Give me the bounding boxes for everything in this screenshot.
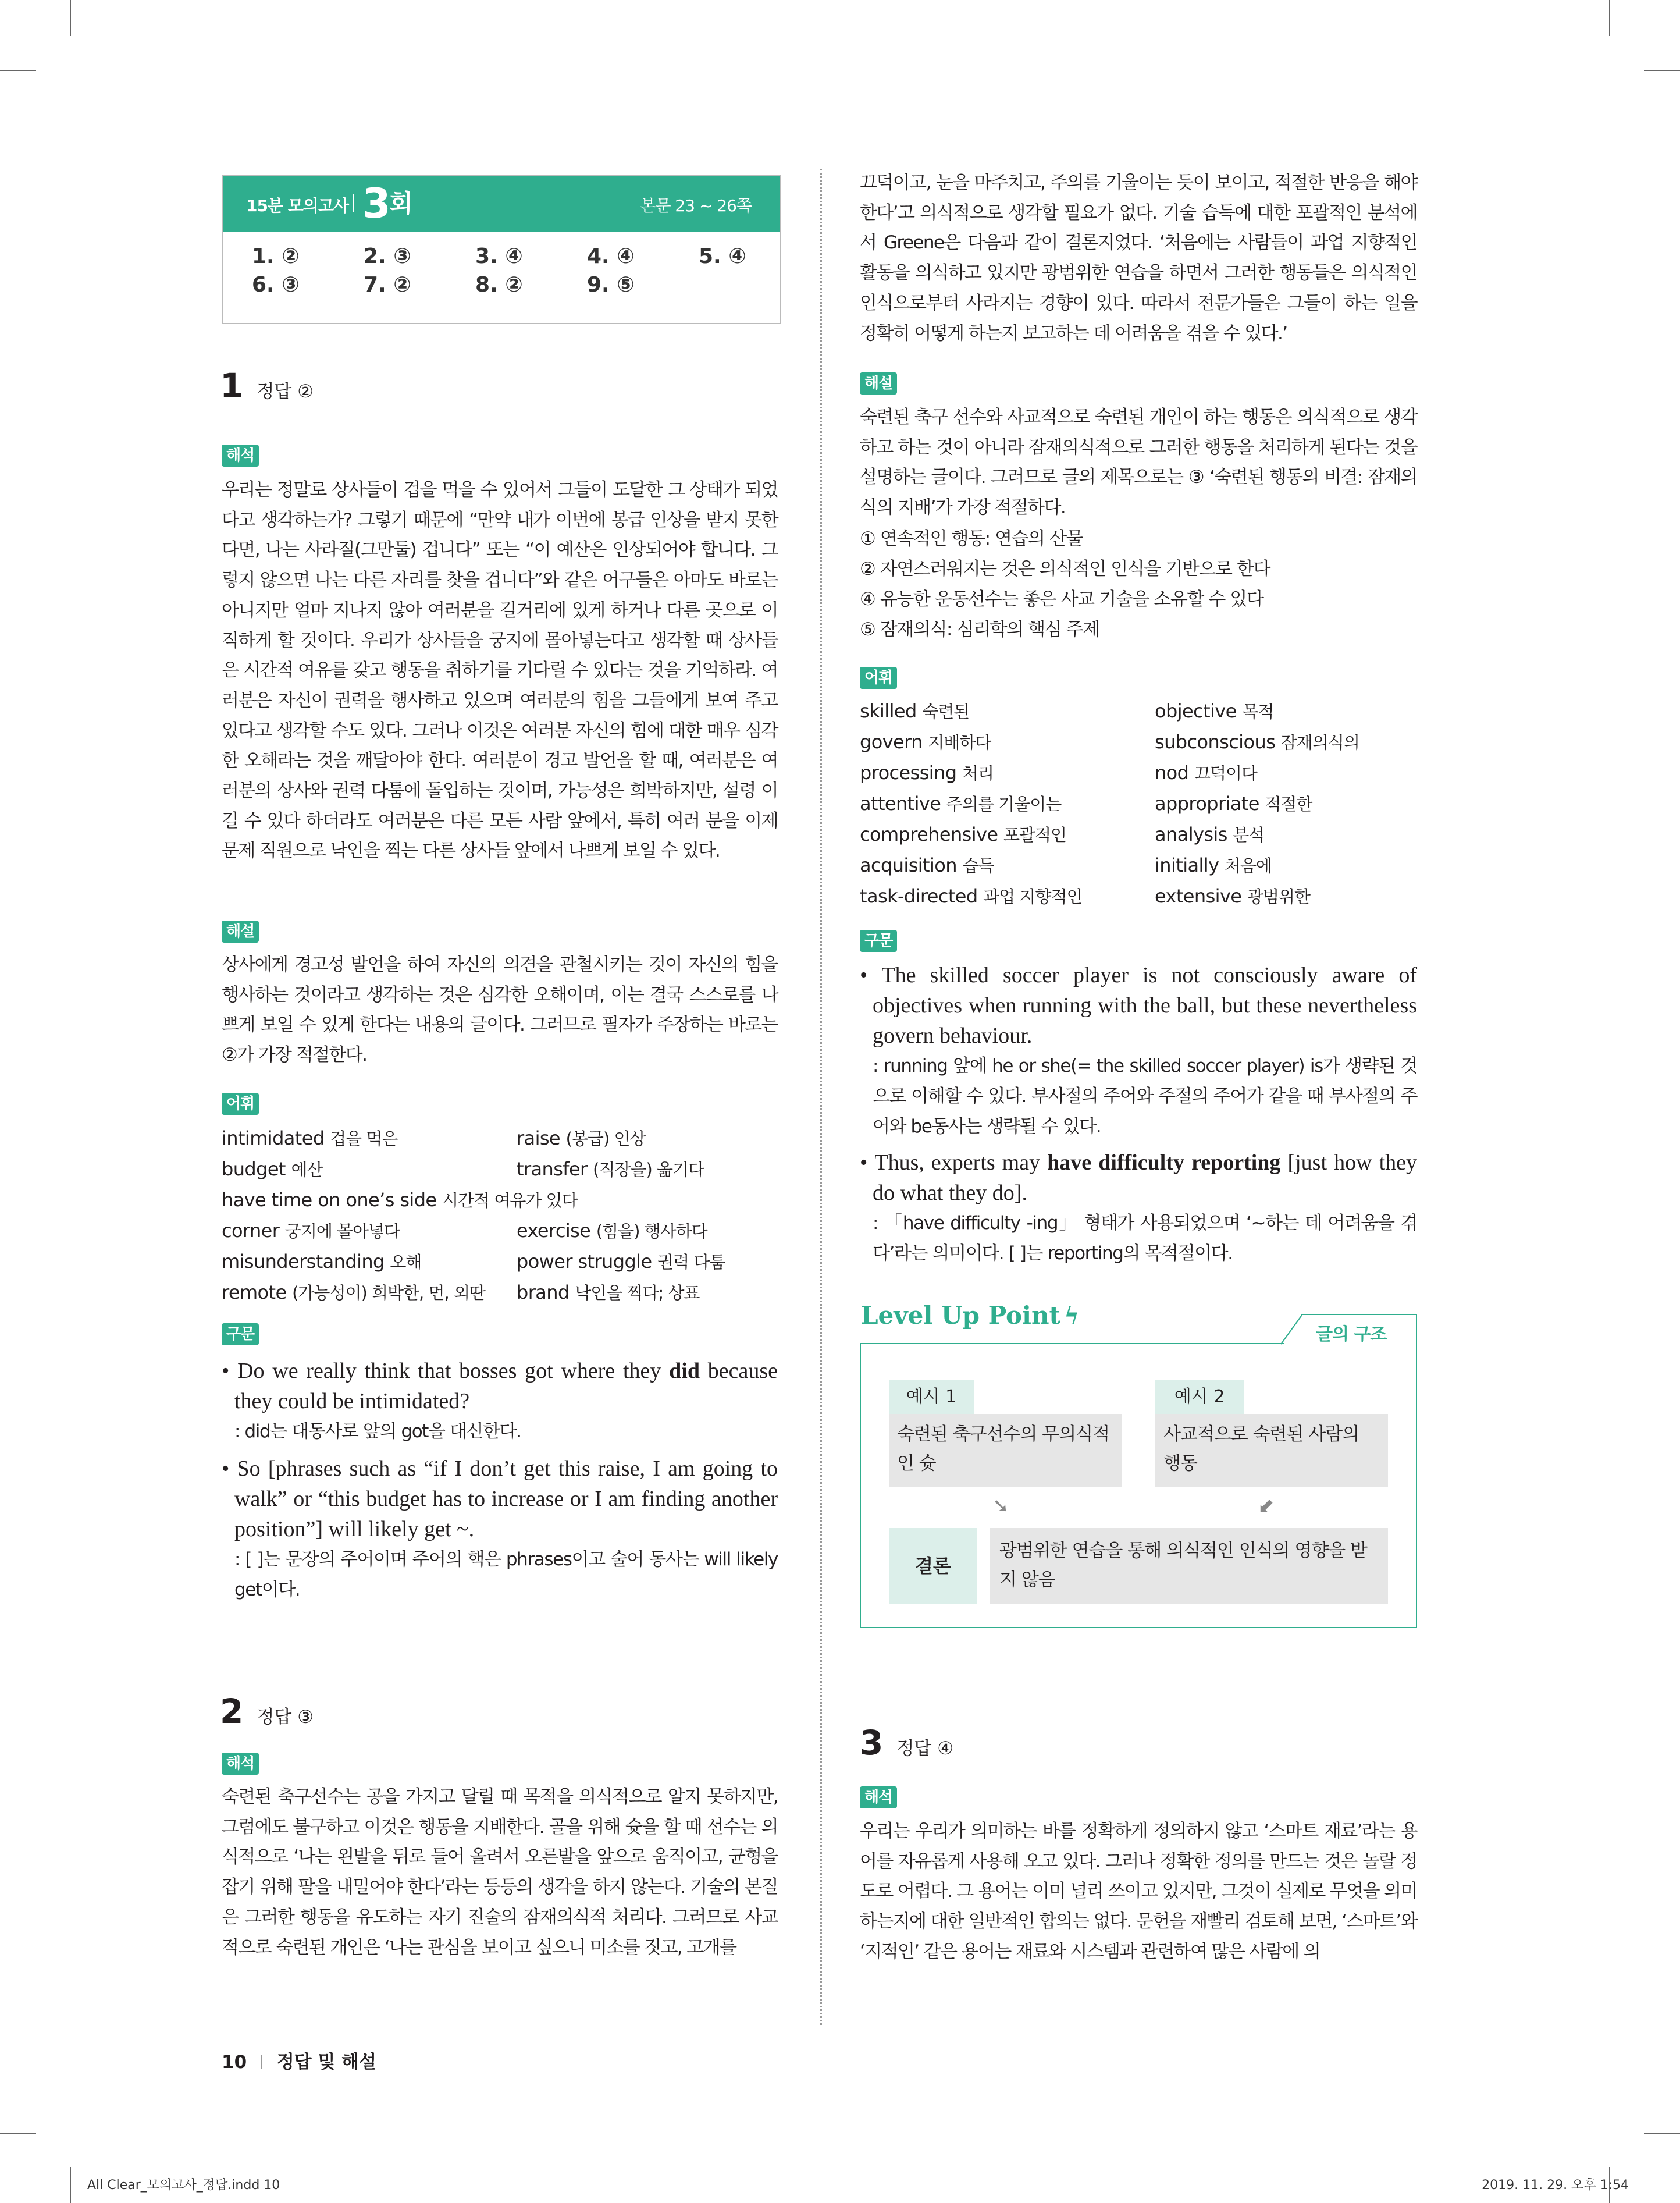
explanation-label: 해설 (860, 372, 897, 395)
q1-explanation: 상사에게 경고성 발언을 하여 자신의 의견을 관철시키는 것이 자신의 힘을 행사하는 것이라고 생각하는 것은 심각한 오해이며, 이는 결국 스스로를 나쁘게 보일 수 있게 한다는 내용의 글이다. 그러므로 필자가 주장하는 바로는 ②가 가장 적절한다. (222, 954, 778, 1066)
translation-label: 해석 (222, 445, 259, 467)
answer-key-box (222, 175, 781, 324)
answer-item: 2. ③ (364, 244, 411, 268)
trim-mark (0, 70, 36, 71)
vocab-item: processing 처리 (860, 762, 994, 784)
option-item: ⑤ 잠재의식: 심리학의 핵심 주제 (860, 619, 1099, 640)
trim-mark (0, 2133, 36, 2134)
page-number: 10 (222, 2052, 247, 2073)
translation-label: 해석 (222, 1753, 259, 1775)
option-item: ② 자연스러워지는 것은 의식적인 인식을 기반으로 한다 (860, 559, 1270, 580)
vocab-item: acquisition 습득 (860, 854, 994, 876)
page-ref: 본문 23 ~ 26쪽 (640, 196, 752, 215)
q1-vocab-list (222, 1123, 780, 1308)
q2-heading (220, 1692, 314, 1731)
syntax-label: 구문 (222, 1323, 259, 1345)
trim-mark (1644, 2133, 1680, 2134)
vocab-item: power struggle 권력 다툼 (517, 1250, 725, 1273)
syntax-sentence: • So [phrases such as “if I don’t get this raise, I am going to walk” or “this budget has to increase or I am finding another position”] will likely get ~. (222, 1456, 778, 1541)
syntax-note: : 「have difficulty -ing」 형태가 사용되었으며 ‘~하는 데 어려움을 겪다’라는 의미이다. [ ]는 reporting의 목적절이다. (873, 1213, 1417, 1264)
conclusion-box: 광범위한 연습을 통해 의식적인 인식의 영향을 받지 않음 (990, 1528, 1388, 1604)
vocab-item: attentive 주의를 기울이는 (860, 793, 1062, 815)
answer-item: 4. ④ (587, 244, 635, 268)
vocab-item: misunderstanding 오해 (222, 1250, 422, 1273)
answer-item: 8. ② (475, 273, 523, 297)
example1-label: 예시 1 (889, 1380, 974, 1414)
levelup-tab-edge (1280, 1314, 1303, 1345)
syntax-note: : did는 대동사로 앞의 got을 대신한다. (234, 1421, 521, 1442)
vocab-item: transfer (직장을) 옮기다 (517, 1158, 704, 1180)
syntax-sentence: • Do we really think that bosses got where they did because they could be intimidated? (222, 1359, 778, 1413)
vocab-item: intimidated 겁을 먹은 (222, 1127, 398, 1149)
answer-label: 정답 ③ (257, 1707, 314, 1728)
option-item: ① 연속적인 행동: 연습의 산물 (860, 528, 1083, 549)
slug-line (87, 2175, 1629, 2193)
q3-heading (860, 1723, 953, 1763)
q2-explanation: 숙련된 축구 선수와 사교적으로 숙련된 개인이 하는 행동은 의식적으로 생각하고 하는 것이 아니라 잠재의식적으로 그러한 행동을 처리하게 된다는 것을 설명하는 글이다. 그러므로 글의 제목으로는 ③ ‘숙련된 행동의 비결: 잠재의식의 지배’가 가장 적절하다. (860, 407, 1417, 518)
answer-item: 7. ② (364, 273, 411, 297)
question-number: 2 (220, 1692, 244, 1731)
q2-vocab-list (860, 696, 1417, 912)
header-divider (353, 194, 354, 212)
explanation-label: 해설 (222, 921, 259, 943)
question-number: 1 (220, 366, 244, 406)
vocab-label: 어휘 (222, 1093, 259, 1115)
answer-key-header (223, 176, 780, 232)
answer-item: 5. ④ (699, 244, 746, 268)
answer-item: 6. ③ (252, 273, 300, 297)
translation-label: 해석 (860, 1786, 897, 1808)
conclusion-label: 결론 (889, 1528, 977, 1604)
vocab-item: remote (가능성이) 희박한, 먼, 외딴 (222, 1281, 485, 1303)
page-footer (222, 2047, 376, 2073)
vocab-item: govern 지배하다 (860, 731, 991, 753)
q1-translation: 우리는 정말로 상사들이 겁을 먹을 수 있어서 그들이 도달한 그 상태가 되었다고 생각하는가? 그렇기 때문에 “만약 내가 이번에 봉급 인상을 받지 못한다면, 나는 사라질(그만둘) 겁니다” 또는 “이 예산은 인상되어야 합니다. 그렇지 않으면 나는 다른 자리를 찾을 겁니다”와 같은 어구들은 아마도 바로는 아니지만 얼마 지나지 않아 여러분을 길거리에 있게 하거나 다른 곳으로 이직하게 할 것이다. 우리가 상사들을 궁지에 몰아넣는다고 생각할 때 상사들은 시간적 여유를 갖고 행동을 취하기를 기다릴 수 있다는 것을 기억하라. 여러분은 자신이 권력을 행사하고 있으며 여러분의 힘을 그들에게 보여 주고 있다고 생각할 수도 있다. 그러나 이것은 여러분 자신의 힘에 대한 매우 심각한 오해라는 것을 깨달아야 한다. 여러분이 경고 발언을 할 때, 여러분은 여러분의 상사와 권력 다툼에 돌입하는 것이며, 가능성은 희박하지만, 설령 이길 수 있다 하더라도 여러분은 다른 모든 사람 앞에서, 특히 여러 분을 이제 문제 직원으로 낙인을 찍는 다른 상사들 앞에서 나쁘게 보일 수 있다. (222, 479, 778, 862)
series-label: 15분 모의고사 (246, 196, 348, 215)
q3-translation: 우리는 우리가 의미하는 바를 정확하게 정의하지 않고 ‘스마트 재료’라는 용어를 자유롭게 사용해 오고 있다. 그러나 정확한 정의를 만드는 것은 놀랄 정도로 어렵다. 그 용어는 이미 널리 쓰이고 있지만, 그것이 실제로 무엇을 의미하는지에 대한 일반적인 합의는 없다. 문헌을 재빨리 검토해 보면, ‘스마트’와 ‘지적인’ 같은 용어는 재료와 시스템과 관련하여 많은 사람에 의 (860, 1821, 1417, 1962)
slug-date: 2019. 11. 29. 오후 1:54 (1482, 2178, 1629, 2193)
vocab-label: 어휘 (860, 667, 897, 689)
answer-item: 1. ② (252, 244, 300, 268)
vocab-item: nod 끄덕이다 (1155, 762, 1258, 784)
answer-grid (223, 232, 780, 297)
q2-translation-continued: 끄덕이고, 눈을 마주치고, 주의를 기울이는 듯이 보이고, 적절한 반응을 해야 한다’고 의식적으로 생각할 필요가 없다. 기술 습득에 대한 포괄적인 분석에서 Greene은 다음과 같이 결론지었다. ‘처음에는 사람들이 과업 지향적인 활동을 의식하고 있지만 광범위한 연습을 하면서 그러한 행동들은 의식적인 인식으로부터 사라지는 경향이 있다. 따라서 전문가들은 그들이 하는 일을 정확히 어떻게 하는지 보고하는 데 어려움을 겪을 수 있다.’ (860, 172, 1417, 344)
q2-translation: 숙련된 축구선수는 공을 가지고 달릴 때 목적을 의식적으로 알지 못하지만, 그럼에도 불구하고 이것은 행동을 지배한다. 골을 위해 슛을 할 때 선수는 의식적으로 ‘나는 왼발을 뒤로 들어 올려서 오른발을 앞으로 움직이고, 균형을 잡기 위해 팔을 내밀어야 한다’라는 등등의 생각을 하지 않는다. 기술의 본질은 그러한 행동을 유도하는 자기 진술의 잠재의식적 처리다. 그러므로 사교적으로 숙련된 개인은 ‘나는 관심을 보이고 싶으니 미소를 짓고, 고개를 (222, 1786, 778, 1958)
vocab-item: budget 예산 (222, 1158, 323, 1180)
vocab-item: exercise (힘을) 행사하다 (517, 1220, 707, 1242)
syntax-sentence: • Thus, experts may have difficulty reporting [just how they do what they do]. (860, 1150, 1417, 1205)
round-suffix: 회 (389, 189, 413, 218)
trim-mark (70, 0, 71, 36)
section-title: 정답 및 해설 (276, 2052, 377, 2073)
option-item: ④ 유능한 운동선수는 좋은 사교 기술을 소유할 수 있다 (860, 589, 1263, 610)
q1-heading (220, 366, 314, 406)
syntax-note: : running 앞에 he or she(= the skilled soccer player) is가 생략된 것으로 이해할 수 있다. 부사절의 주어와 주절의 주어가 같을 때 부사절의 주어와 be동사는 생략될 수 있다. (873, 1056, 1417, 1137)
syntax-sentence: • The skilled soccer player is not consciously aware of objectives when running with the ball, but these nevertheless govern behaviour. (860, 963, 1417, 1048)
trim-mark (70, 2167, 71, 2203)
vocab-item: raise (봉급) 인상 (517, 1127, 646, 1149)
example1-box: 숙련된 축구선수의 무의식적인 슛 (889, 1414, 1122, 1487)
vocab-item: objective 목적 (1155, 700, 1274, 722)
q1-syntax (222, 1356, 778, 1605)
q2-syntax (860, 960, 1417, 1268)
vocab-item: subconscious 잠재의식의 (1155, 731, 1359, 753)
arrow-down-left-icon: ⬋ (1258, 1494, 1275, 1518)
syntax-note: : [ ]는 문장의 주어이며 주어의 핵은 phrases이고 술어 동사는 will likely get이다. (234, 1549, 778, 1600)
answer-item: 3. ④ (475, 244, 523, 268)
example2-box: 사교적으로 숙련된 사람의 행동 (1155, 1414, 1388, 1487)
lightning-icon: ϟ (1063, 1302, 1080, 1330)
vocab-item: comprehensive 포괄적인 (860, 823, 1067, 845)
trim-mark (1644, 70, 1680, 71)
trim-mark (1609, 0, 1610, 36)
vocab-item: task-directed 과업 지향적인 (860, 885, 1083, 907)
vocab-item: corner 궁지에 몰아넣다 (222, 1220, 400, 1242)
vocab-item: appropriate 적절한 (1155, 793, 1312, 815)
footer-divider (261, 2055, 262, 2069)
answer-item: 9. ⑤ (587, 273, 635, 297)
structure-tab-label: 글의 구조 (1316, 1324, 1387, 1345)
vocab-item: have time on one’s side 시간적 여유가 있다 (222, 1189, 578, 1211)
q2-options (860, 524, 1270, 645)
vocab-item: initially 처음에 (1155, 854, 1272, 876)
question-number: 3 (860, 1723, 884, 1763)
vocab-item: brand 낙인을 찍다; 상표 (517, 1281, 700, 1303)
vocab-item: analysis 분석 (1155, 823, 1265, 845)
arrow-down-right-icon: ➘ (992, 1494, 1009, 1518)
levelup-title: Level Up Point ϟ (861, 1301, 1080, 1330)
vocab-item: skilled 숙련된 (860, 700, 970, 722)
answer-label: 정답 ② (257, 381, 314, 402)
answer-label: 정답 ④ (896, 1738, 953, 1759)
slug-file: All Clear_모의고사_정답.indd 10 (87, 2178, 280, 2193)
syntax-label: 구문 (860, 930, 897, 952)
column-divider (820, 169, 822, 2025)
round-number: 3 (362, 180, 391, 228)
vocab-item: extensive 광범위한 (1155, 885, 1311, 907)
example2-label: 예시 2 (1155, 1380, 1244, 1414)
